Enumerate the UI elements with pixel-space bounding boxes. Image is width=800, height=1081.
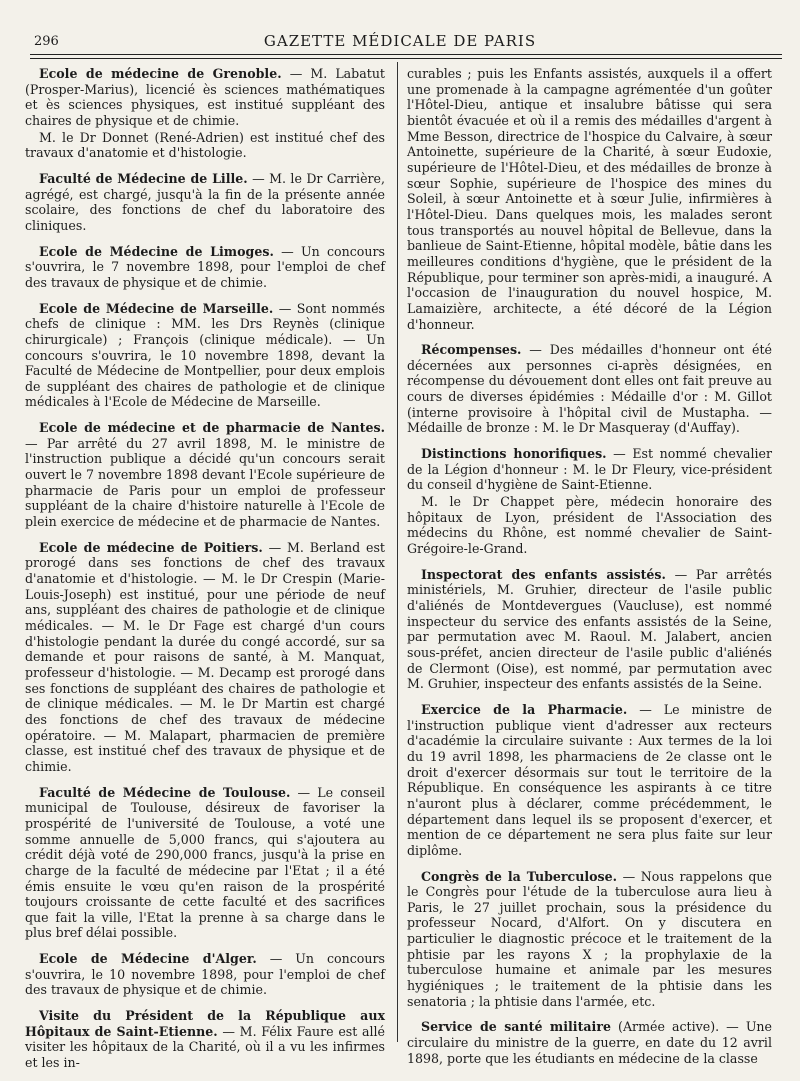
article-title: Faculté de Médecine de Lille. [39, 170, 248, 186]
article-title: Distinctions honorifiques. [421, 446, 607, 462]
article-text: — M. Berland est prorogé dans ses fonctions de chef des travaux d'anatomie et d'histologie. — M. le Dr Crespin (Marie-Louis-Joseph) est institué, pour une période de neuf ans, suppléant des chaires de pathologie et de clinique médicales. — M. le Dr Fage est chargé d'un cours d'histologie pendant la durée du congé accordé, sur sa demande et pour raisons de santé, à M. Manquat, professeur d'histologie. — M. Decamp est prorogé dans ses fonctions de suppléant des chaires de pathologie et de clinique médicales. — M. le Dr Martin est chargé des fonctions de chef des travaux de médecine opératoire. — M. Malapart, pharmacien de première classe, est institué chef des travaux de physique et de chimie. [25, 539, 385, 774]
column-divider [397, 62, 398, 1042]
article-text: — Sont nommés chefs de clinique : MM. les Drs Reynès (clinique chirurgicale) ; François (clinique médicale). — Un concours s'ouvrira, le 10 novembre 1898, devant la Faculté de Médecine de Montpellier, pour deux emplois de suppléant des chaires de pathologie et de clinique médicales à l'Ecole de Médecine de Marseille. [25, 300, 385, 410]
article-pharmacie [407, 702, 772, 859]
article-recompenses [407, 342, 772, 436]
running-title: GAZETTE MÉDICALE DE PARIS [263, 32, 537, 50]
article-title: Exercice de la Pharmacie. [421, 701, 628, 717]
article-marseille [25, 301, 385, 411]
page-number: 296 [34, 34, 59, 49]
article-text: — Nous rappelons que le Congrès pour l'étude de la tuberculose aura lieu à Paris, le 27 juillet prochain, sous la présidence du professeur Nocard, d'Alfort. On y discutera en particulier le diagnostic précoce et le traitement de la phtisie par les rayons X ; la prophylaxie de la tuberculose humaine et animale par les mesures hygiéniques ; le traitement de la phtisie dans les senatoria ; la phtisie dans l'armée, etc. [407, 868, 772, 1009]
article-title: Congrès de la Tuberculose. [421, 868, 618, 884]
article-text: — Un concours s'ouvrira, le 10 novembre 1898, pour l'emploi de chef des travaux de physique et de chimie. [25, 951, 385, 998]
article-text: (Armée active). — Une circulaire du ministre de la guerre, en date du 12 avril 1898, porte que les étudiants en médecine de la classe [407, 1019, 772, 1066]
article-text: — Des médailles d'honneur ont été décernées aux personnes ci-après désignées, en récompense du dévouement dont elles ont fait preuve au cours de diverses épidémies : Médaille d'or : M. Gillot (interne provisoire à l'hôpital civil de Mustapha. — Médaille de bronze : M. le Dr Masqueray (d'Auffay). [407, 342, 772, 436]
article-title: Ecole de médecine de Grenoble. [39, 66, 282, 81]
article-title: Visite du Président de la République aux Hôpitaux de Saint-Etienne. [25, 1008, 385, 1039]
right-column [407, 66, 772, 1076]
article-alger [25, 951, 385, 998]
article-title: Ecole de médecine de Poitiers. [39, 539, 263, 555]
article-nantes [25, 420, 385, 530]
article-text: M. le Dr Chappet père, médecin honoraire des hôpitaux de Lyon, président de l'Association des médecins du Rhône, est nommé chevalier de Saint-Grégoire-le-Grand. [407, 494, 772, 557]
article-saint-etienne-cont [407, 66, 772, 332]
article-text: — Par arrêtés ministériels, M. Gruhier, directeur de l'asile public d'aliénés de Montdevergues (Vaucluse), est nommé inspecteur du service des enfants assistés de la Seine, par permutation avec M. Raoul. M. Jalabert, ancien sous-préfet, ancien directeur de l'asile public d'aliénés de Clermont (Oise), est nommé, par permutation avec M. Gruhier, inspecteur des enfants assistés de la Seine. [407, 566, 772, 692]
header-rule [30, 54, 782, 55]
article-title: Ecole de Médecine de Limoges. [39, 243, 274, 259]
article-text: — Le conseil municipal de Toulouse, désireux de favoriser la prospérité de l'université de Toulouse, a voté une somme annuelle de 5,000 francs, qui s'ajoutera au crédit déjà voté de 290,000 francs, jusqu'à la prise en charge de la faculté de médecine par l'Etat ; il a été émis ensuite le vœu qu'en raison de la prospérité toujours croissante de cette faculté et des sacrifices que fait la ville, l'Etat la prenne à sa charge dans le plus bref délai possible. [25, 784, 385, 941]
article-title: Ecole de Médecine d'Alger. [39, 951, 257, 967]
article-lille [25, 171, 385, 234]
header-rule-thin [30, 58, 782, 59]
article-text: — M. Félix Faure est allé visiter les hôpitaux de la Charité, où il a vu les infirmes et les in- [25, 1023, 386, 1071]
article-grenoble [25, 66, 385, 129]
article-text: — Est nommé chevalier de la Légion d'honneur : M. le Dr Fleury, vice-président du conseil d'hygiène de Saint-Etienne. [407, 446, 773, 493]
left-column [25, 66, 385, 1081]
article-saint-etienne [25, 1008, 385, 1071]
article-text: — Le ministre de l'instruction publique vient d'adresser aux recteurs d'académie la circulaire suivante : Aux termes de la loi du 19 avril 1898, les pharmaciens de 2e classe ont le droit d'exercer désormais sur tout le territoire de la République. En conséquence les aspirants à ce titre n'auront plus à déclarer, comme précédemment, le département dans lequel ils se proposent d'exercer, et mention de ce département ne sera plus faite sur leur diplôme. [407, 701, 773, 858]
article-title: Inspectorat des enfants assistés. [421, 566, 666, 582]
article-title: Récompenses. [421, 342, 522, 358]
article-tuberculose [407, 869, 772, 1010]
article-sante-militaire [407, 1019, 772, 1066]
article-inspectorat [407, 567, 772, 692]
article-text: — Par arrêté du 27 avril 1898, M. le ministre de l'instruction publique a décidé qu'un concours serait ouvert le 7 novembre 1898 devant l'Ecole supérieure de pharmacie de Paris pour un emploi de professeur suppléant de la chaire d'histoire naturelle à l'Ecole de plein exercice de médecine et de pharmacie de Nantes. [25, 435, 385, 530]
article-title: Faculté de Médecine de Toulouse. [39, 784, 291, 800]
article-text: — Un concours s'ouvrira, le 7 novembre 1898, pour l'emploi de chef des travaux de physique et de chimie. [25, 243, 385, 290]
article-text: — M. le Dr Carrière, agrégé, est chargé, jusqu'à la fin de la présente année scolaire, des fonctions de chef du laboratoire des cliniques. [25, 170, 386, 233]
article-text: M. le Dr Donnet (René-Adrien) est institué chef des travaux d'anatomie et d'histologie. [25, 129, 385, 161]
article-title: Ecole de Médecine de Marseille. [39, 300, 274, 316]
article-text: — M. Labatut (Prosper-Marius), licencié ès sciences mathématiques et ès sciences physiques, est institué suppléant des chaires de physique et de chimie. [25, 66, 385, 128]
article-title: Service de santé militaire [421, 1019, 611, 1035]
article-distinctions [407, 446, 772, 493]
article-distinctions-cont [407, 494, 772, 557]
article-poitiers [25, 540, 385, 775]
article-text: curables ; puis les Enfants assistés, auxquels il a offert une promenade à la campagne agrémentée d'un goûter l'Hôtel-Dieu, antique et insalubre bâtisse qui sera bientôt évacuée et où il a remis des médailles d'argent à Mme Besson, directrice de l'hospice du Calvaire, à sœur Antoinette, supérieure de la Charité, à sœur Eudoxie, supérieure de l'Hôtel-Dieu, et des médailles de bronze à sœur Sophie, supérieure de l'hospice des mines du Soleil, à sœur Antoinette et à sœur Julie, infirmières à l'Hôtel-Dieu. Dans quelques mois, les malades seront tous transportés au nouvel hôpital de Bellevue, dans la banlieue de Saint-Etienne, hôpital modèle, bâtie dans les meilleures conditions d'hygiène, que le président de la République, pour terminer son après-midi, a inauguré. A l'occasion de l'inauguration du nouvel hospice, M. Lamaizière, architecte, a été décoré de la Légion d'honneur. [407, 66, 772, 332]
article-title: Ecole de médecine et de pharmacie de Nantes. [39, 420, 385, 436]
article-grenoble-cont [25, 130, 385, 161]
article-limoges [25, 244, 385, 291]
article-toulouse [25, 785, 385, 942]
